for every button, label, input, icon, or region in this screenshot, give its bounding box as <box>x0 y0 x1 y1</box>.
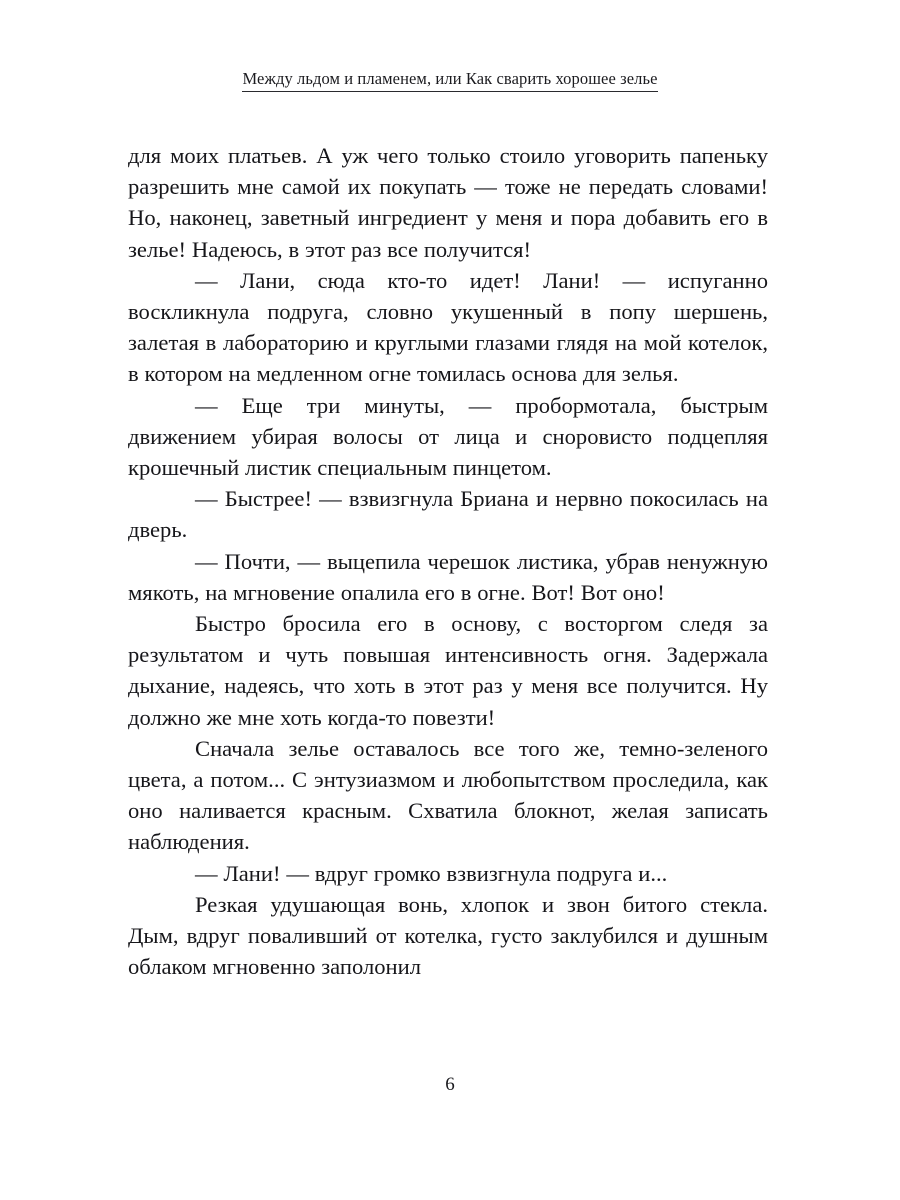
paragraph: — Быстрее! — взвизгнула Бриана и нервно покосилась на дверь. <box>128 486 768 543</box>
body-text-block <box>128 140 768 982</box>
paragraph: Быстро бросила его в основу, с восторгом следя за результатом и чуть повышая интенсивность огня. Задержала дыхание, надеясь, что хоть в этот раз у меня все получится. Ну должно же мне хоть когда-то повезти! <box>128 611 768 730</box>
paragraph: Сначала зелье оставалось все того же, темно-зеленого цвета, а потом... С энтузиазмом и любопытством проследила, как оно наливается красным. Схватила блокнот, желая записать наблюдения. <box>128 735 768 855</box>
running-header <box>0 68 900 92</box>
running-header-title: Между льдом и пламенем, или Как сварить хорошее зелье <box>242 68 657 92</box>
paragraph: — Лани, сюда кто-то идет! Лани! — испуганно воскликнула подруга, словно укушенный в попу шершень, залетая в лабораторию и круглыми глазами глядя на мой котелок, в котором на медленном огне томилась основа для зелья. <box>128 267 768 387</box>
paragraph: для моих платьев. А уж чего только стоило уговорить папеньку разрешить мне самой их покупать — тоже не передать словами! Но, наконец, заветный ингредиент у меня и пора добавить его в зелье! Надеюсь, в этот раз все получится! <box>128 143 768 262</box>
paragraph: — Еще три минуты, — пробормотала, быстрым движением убирая волосы от лица и сноровисто подцепляя крошечный листик специальным пинцетом. <box>128 392 768 481</box>
page-number-value: 6 <box>445 1074 455 1095</box>
paragraph: — Почти, — выцепила черешок листика, убрав ненужную мякоть, на мгновение опалила его в огне. Вот! Вот оно! <box>128 548 768 605</box>
page-number <box>0 1073 900 1097</box>
paragraph: Резкая удушающая вонь, хлопок и звон битого стекла. Дым, вдруг поваливший от котелка, густо заклубился и душным облаком мгновенно заполонил <box>128 891 768 980</box>
paragraph: — Лани! — вдруг громко взвизгнула подруга и... <box>195 860 668 886</box>
